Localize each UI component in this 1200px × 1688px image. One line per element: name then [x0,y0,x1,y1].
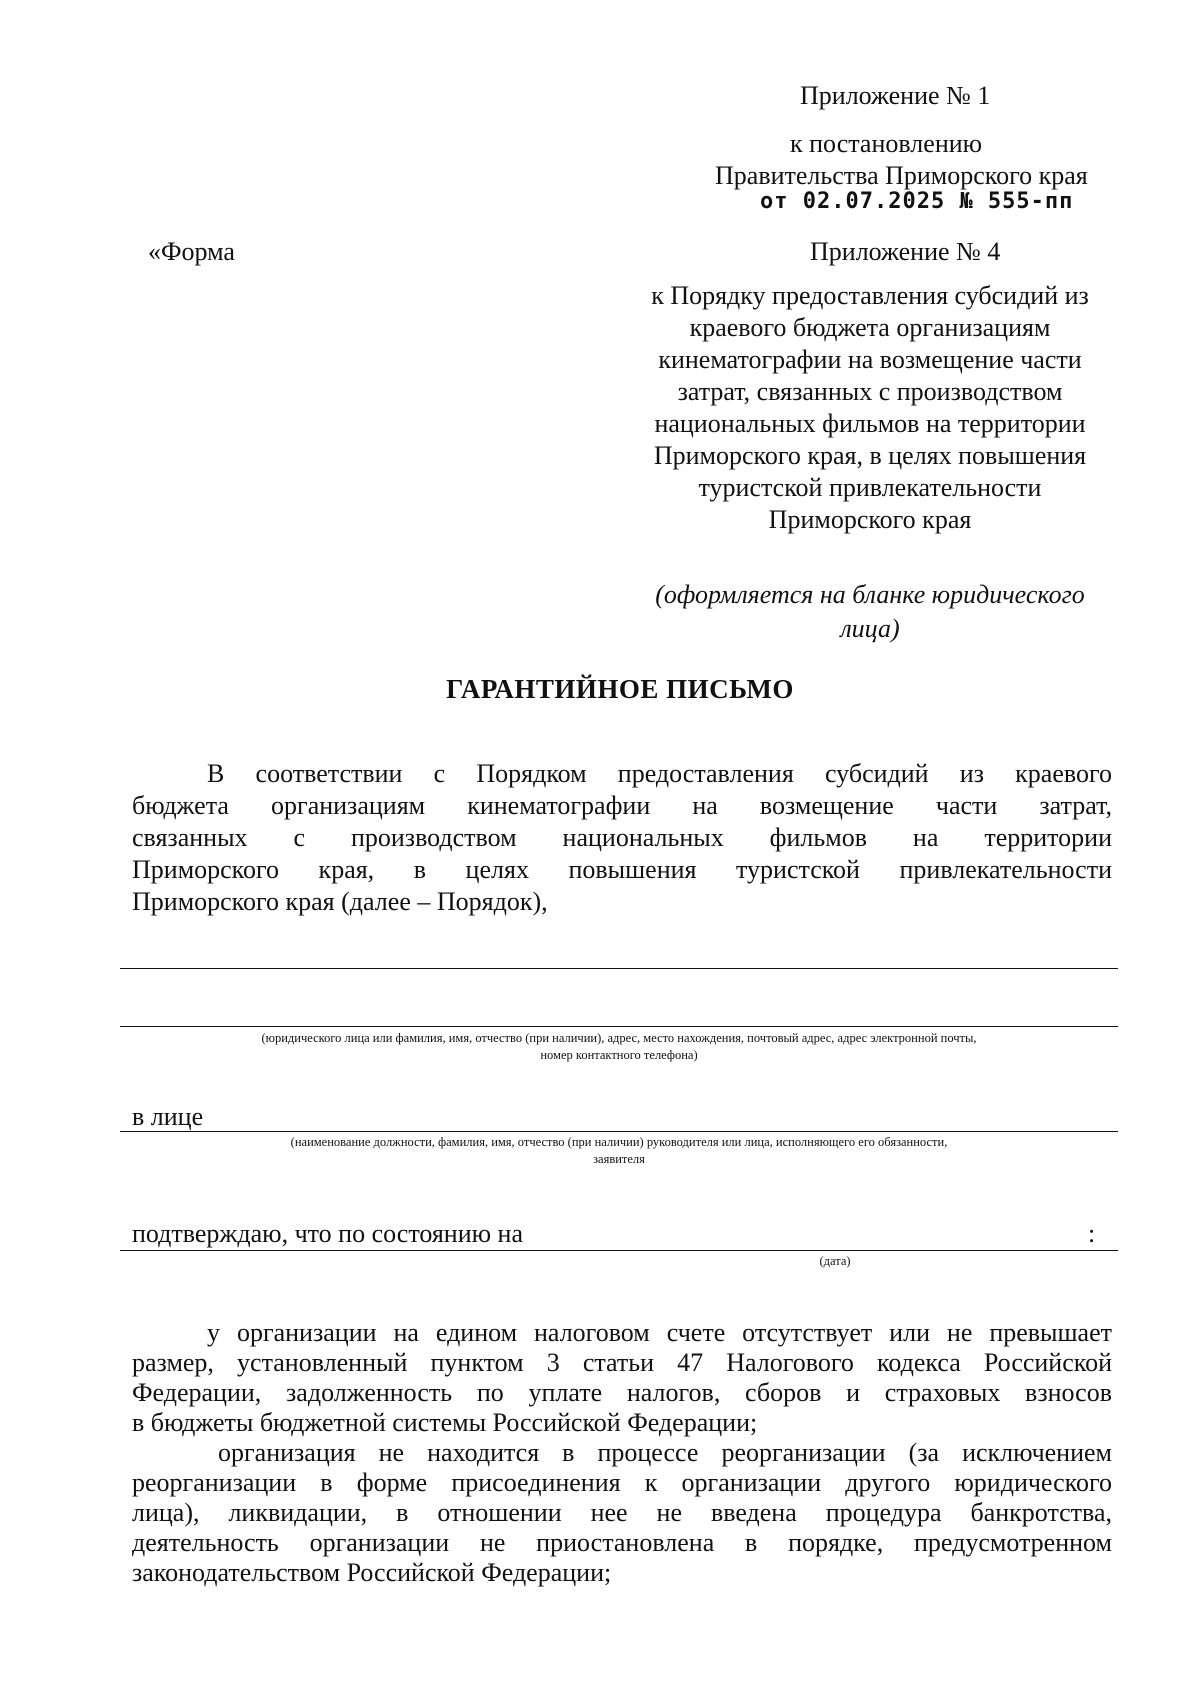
paragraph-line: в бюджеты бюджетной системы Российской Федерации; [132,1408,758,1437]
entity-caption-line: номер контактного телефона) [540,1048,698,1062]
intro-paragraph [132,758,1112,918]
paragraph-line: лица), ликвидации, в отношении нее не введена процедура банкротства, [132,1498,1112,1527]
confirm-colon: : [1088,1219,1096,1248]
appendix-1-label: Приложение № 1 [800,81,991,110]
letterhead-note [610,578,1130,646]
entity-caption [120,1030,1118,1064]
entity-line-1[interactable] [120,968,1118,969]
intro-line: Приморского края, в целях повышения туристской привлекательности [132,855,1112,884]
paragraph-line: размер, установленный пунктом 3 статьи 47 Налогового кодекса Российской [132,1348,1112,1377]
intro-line: бюджета организациям кинематографии на возмещение части затрат, [132,791,1112,820]
paragraph-line: у организации на едином налоговом счете отсутствует или не превышает [207,1318,1112,1347]
appendix-4-line: Приморского края [768,505,972,534]
date-number-stamp: от 02.07.2025 № 555-пп [760,189,1074,214]
paragraph-line: Федерации, задолженность по уплате налогов, сборов и страховых взносов [132,1378,1112,1407]
form-label: «Форма [148,237,235,266]
intro-line: связанных с производством национальных фильмов на территории [132,823,1112,852]
to-resolution-label: к постановлению [790,129,983,158]
appendix-4-line: Приморского края, в целях повышения [653,441,1087,470]
appendix-4-line: кинематографии на возмещение части [658,345,1082,374]
in-person-label: в лице [132,1102,204,1131]
entity-caption-line: (юридического лица или фамилия, имя, отчество (при наличии), адрес, место нахождения, почтовый адрес, адрес электронной почты, [261,1031,977,1045]
appendix-4-line: затрат, связанных с производством [677,377,1063,406]
letterhead-note-line: лица) [840,614,900,643]
date-line[interactable] [120,1250,1118,1251]
appendix-4-line: к Порядку предоставления субсидий из [651,281,1089,310]
reorganization-paragraph [132,1438,1112,1588]
document-title: ГАРАНТИЙНОЕ ПИСЬМО [446,674,794,704]
confirm-label: подтверждаю, что по состоянию на [132,1219,524,1248]
appendix-4-line: краевого бюджета организациям [689,313,1051,342]
appendix-4-title: Приложение № 4 [810,237,1001,266]
paragraph-line: законодательством Российской Федерации; [132,1558,612,1587]
person-caption [120,1134,1118,1168]
appendix-4-description [610,280,1130,536]
date-caption: (дата) [819,1254,851,1268]
tax-debt-paragraph [132,1318,1112,1438]
person-caption-line: (наименование должности, фамилия, имя, отчество (при наличии) руководителя или лица, исполняющего его обязанности, [290,1135,948,1149]
intro-line: В соответствии с Порядком предоставления субсидий из краевого [207,759,1112,788]
letterhead-note-line: (оформляется на бланке юридического [655,580,1085,609]
appendix-4-line: туристской привлекательности [698,473,1042,502]
person-caption-line: заявителя [593,1152,645,1166]
paragraph-line: деятельность организации не приостановлена в порядке, предусмотренном [132,1528,1112,1557]
intro-line: Приморского края (далее – Порядок), [132,887,548,916]
in-person-line[interactable] [120,1131,1118,1132]
paragraph-line: организация не находится в процессе реорганизации (за исключением [218,1438,1112,1467]
appendix-4-line: национальных фильмов на территории [654,409,1086,438]
paragraph-line: реорганизации в форме присоединения к организации другого юридического [132,1468,1112,1497]
government-label: Правительства Приморского края [715,161,1088,190]
entity-line-2[interactable] [120,1026,1118,1027]
